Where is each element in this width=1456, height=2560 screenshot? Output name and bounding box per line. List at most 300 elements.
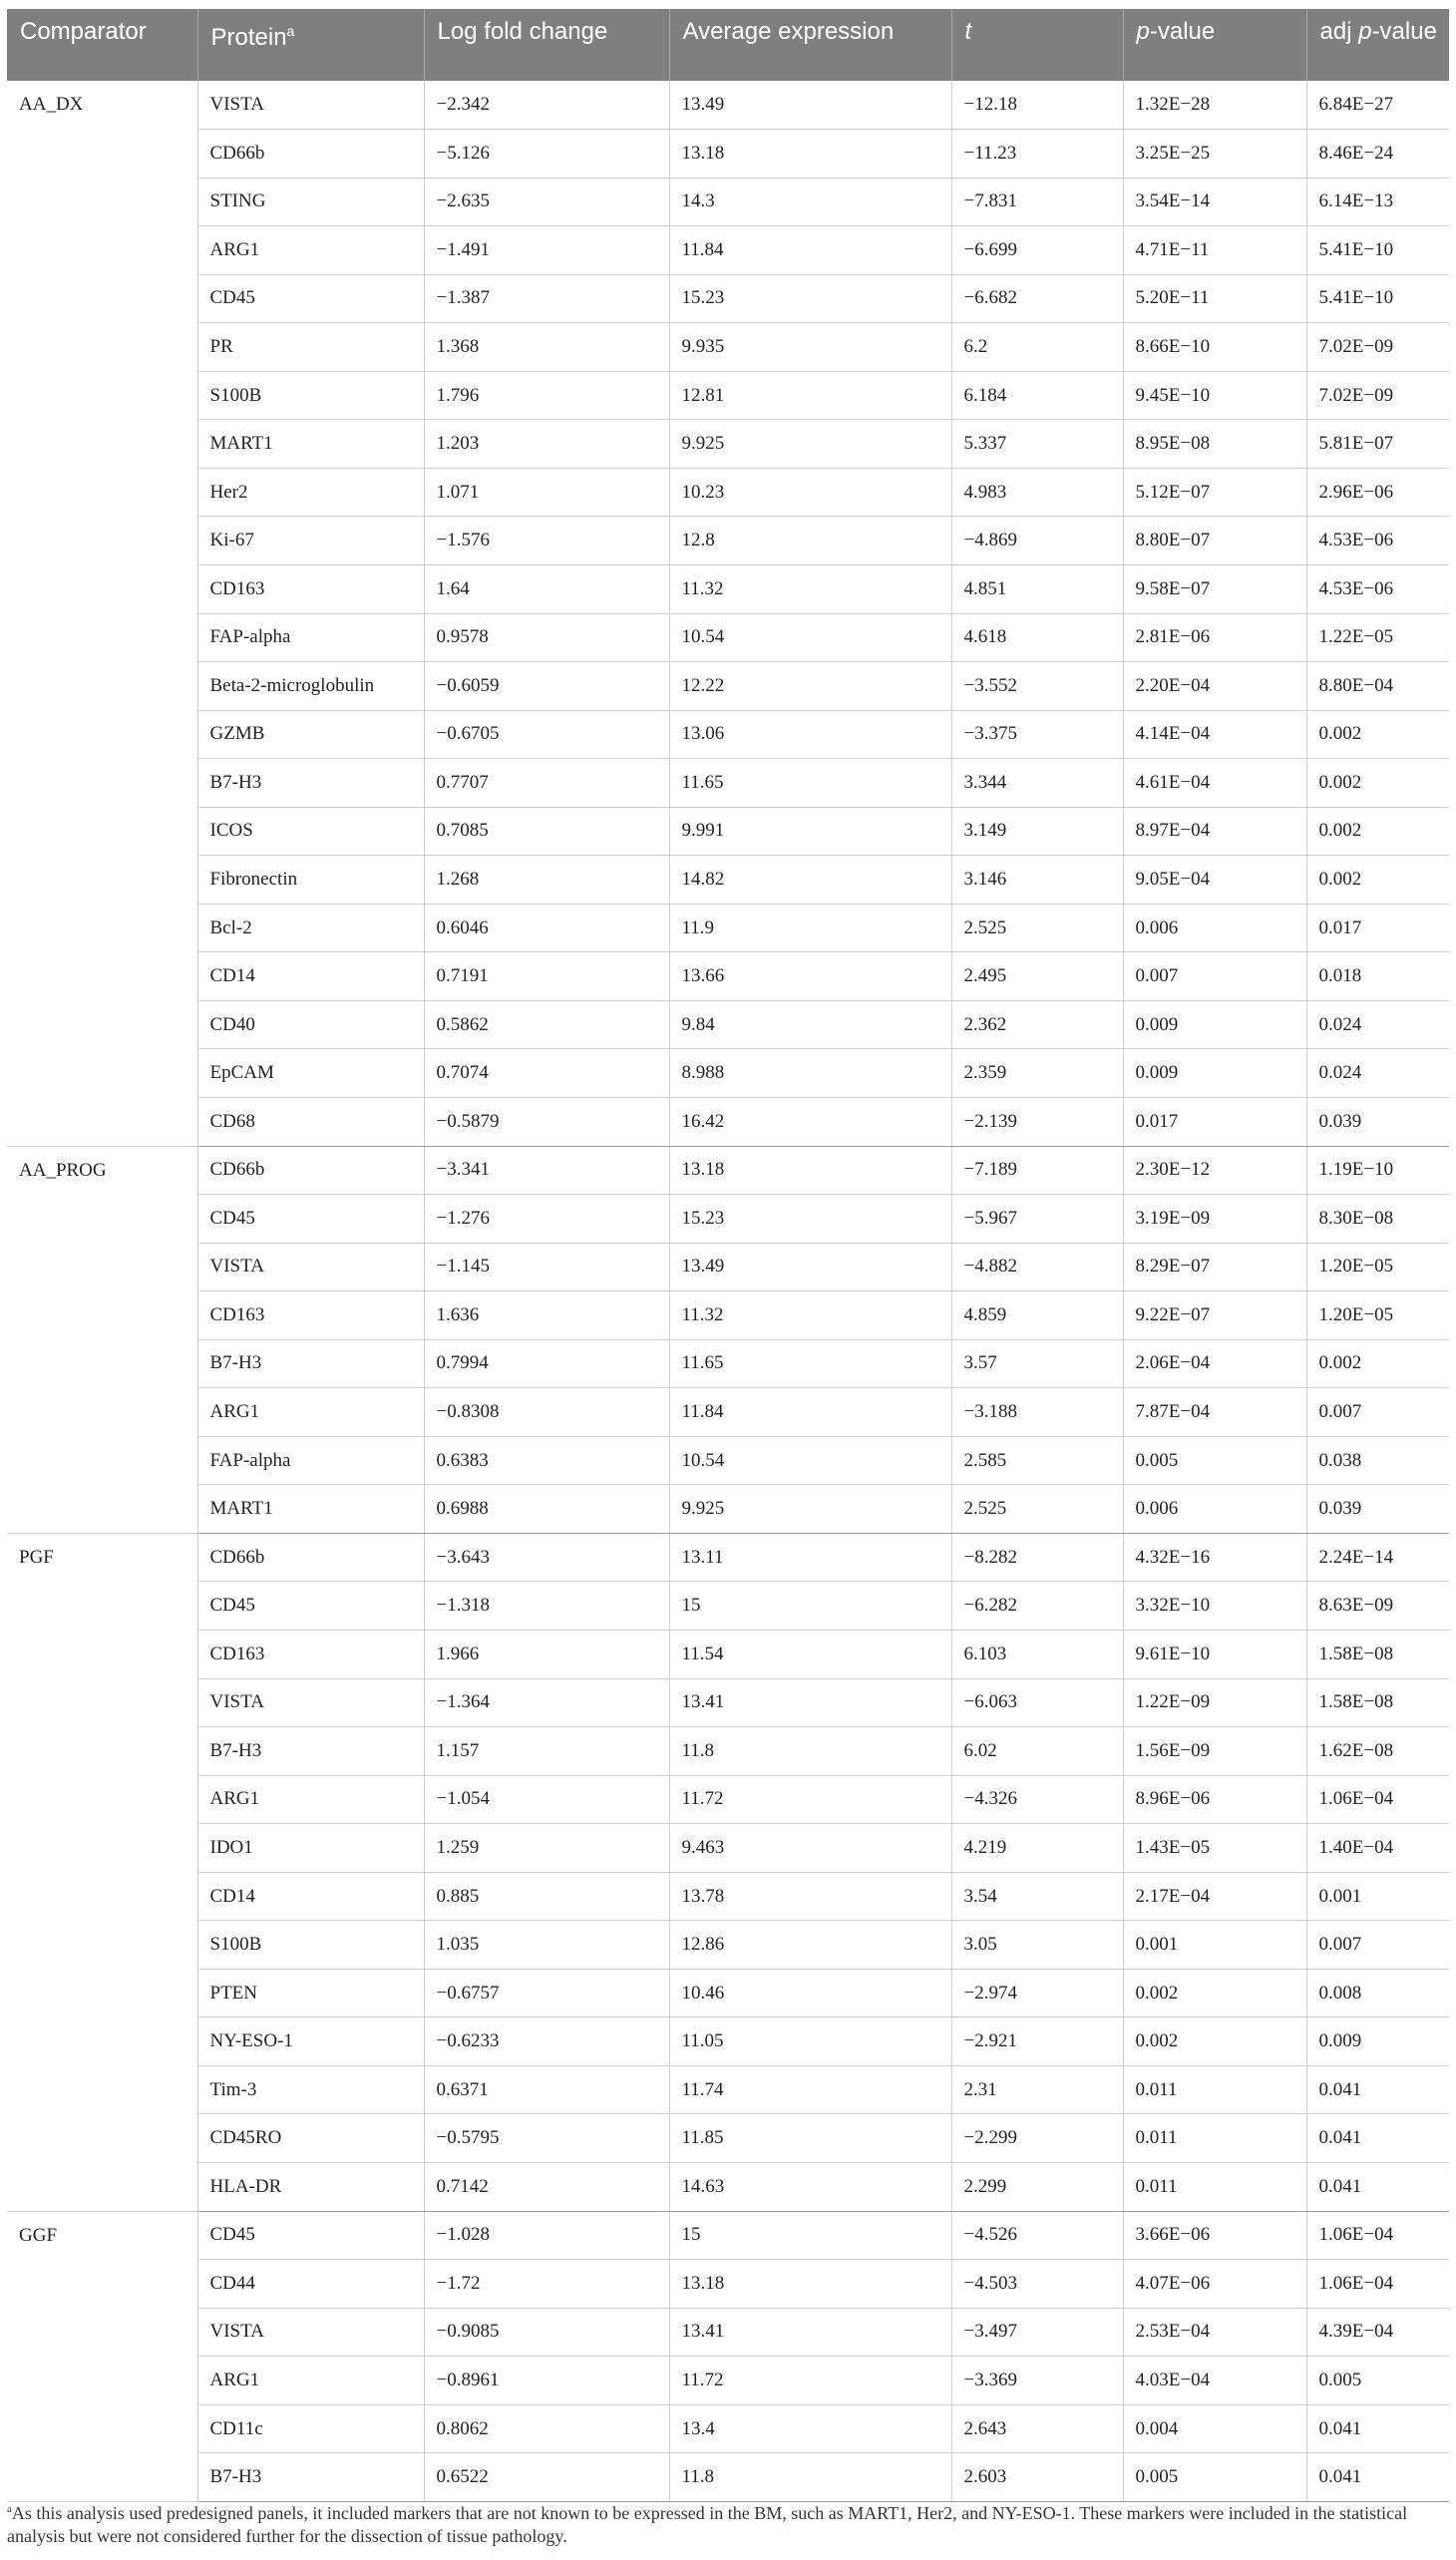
average-expression-cell: 9.84	[669, 1000, 951, 1049]
adj-p-value-cell: 2.96E−06	[1306, 468, 1449, 517]
p-value-cell: 4.71E−11	[1123, 226, 1306, 275]
protein-cell: CD14	[197, 1872, 424, 1921]
average-expression-cell: 11.32	[669, 1291, 951, 1340]
p-value-cell: 0.005	[1123, 1436, 1306, 1485]
t-cell: −4.526	[951, 2211, 1123, 2260]
protein-cell: PR	[197, 323, 424, 372]
average-expression-cell: 13.18	[669, 130, 951, 179]
p-value-cell: 2.20E−04	[1123, 662, 1306, 711]
table-row	[7, 323, 1449, 372]
comparator-cell: AA_PROG	[7, 1146, 197, 1533]
protein-cell: VISTA	[197, 1243, 424, 1291]
log-fold-change-cell: −3.643	[424, 1533, 669, 1582]
protein-cell: STING	[197, 178, 424, 226]
average-expression-cell: 8.988	[669, 1049, 951, 1098]
log-fold-change-cell: −1.145	[424, 1243, 669, 1291]
log-fold-change-cell: −1.318	[424, 1582, 669, 1631]
t-cell: −12.18	[951, 81, 1123, 130]
table-row	[7, 274, 1449, 323]
adj-p-value-cell: 7.02E−09	[1306, 371, 1449, 420]
table-row	[7, 2211, 1449, 2260]
protein-cell: CD11c	[197, 2404, 424, 2453]
protein-cell: VISTA	[197, 2308, 424, 2357]
table-row	[7, 1485, 1449, 1534]
table-row	[7, 1582, 1449, 1631]
t-cell: −7.189	[951, 1146, 1123, 1195]
header-protein: Protein$^a$	[197, 9, 424, 81]
protein-cell: CD163	[197, 1291, 424, 1340]
protein-cell: CD45	[197, 274, 424, 323]
adj-p-value-cell: 0.041	[1306, 2163, 1449, 2212]
adj-p-value-cell: 0.007	[1306, 1921, 1449, 1970]
protein-cell: MART1	[197, 420, 424, 469]
average-expression-cell: 11.54	[669, 1631, 951, 1679]
t-cell: 6.184	[951, 371, 1123, 420]
t-cell: 2.525	[951, 1485, 1123, 1534]
protein-cell: PTEN	[197, 1969, 424, 2017]
protein-cell: Her2	[197, 468, 424, 517]
t-cell: 4.219	[951, 1824, 1123, 1873]
t-cell: −3.552	[951, 662, 1123, 711]
protein-cell: ARG1	[197, 2357, 424, 2405]
log-fold-change-cell: −0.6233	[424, 2017, 669, 2066]
p-value-cell: 1.43E−05	[1123, 1824, 1306, 1873]
table-row	[7, 2404, 1449, 2453]
average-expression-cell: 11.84	[669, 226, 951, 275]
log-fold-change-cell: 0.6988	[424, 1485, 669, 1534]
table-row	[7, 1097, 1449, 1146]
t-cell: −3.375	[951, 710, 1123, 759]
table-footnote	[7, 2498, 1449, 2548]
table-row	[7, 1436, 1449, 1485]
t-cell: 2.603	[951, 2453, 1123, 2502]
t-cell: 4.618	[951, 613, 1123, 662]
p-value-cell: 0.011	[1123, 2114, 1306, 2163]
t-cell: −2.921	[951, 2017, 1123, 2066]
t-cell: 2.299	[951, 2163, 1123, 2212]
average-expression-cell: 12.86	[669, 1921, 951, 1970]
table-row	[7, 371, 1449, 420]
t-cell: 6.2	[951, 323, 1123, 372]
differential-expression-table	[7, 9, 1449, 2502]
adj-p-value-cell: 0.039	[1306, 1485, 1449, 1534]
protein-cell: CD45RO	[197, 2114, 424, 2163]
p-value-cell: 3.32E−10	[1123, 1582, 1306, 1631]
average-expression-cell: 11.32	[669, 564, 951, 613]
average-expression-cell: 10.46	[669, 1969, 951, 2017]
adj-p-value-cell: 1.20E−05	[1306, 1291, 1449, 1340]
protein-cell: EpCAM	[197, 1049, 424, 1098]
comparator-cell: GGF	[7, 2211, 197, 2501]
table-row	[7, 2308, 1449, 2357]
average-expression-cell: 15	[669, 1582, 951, 1631]
t-cell: 5.337	[951, 420, 1123, 469]
protein-cell: NY-ESO-1	[197, 2017, 424, 2066]
comparator-cell: AA_DX	[7, 81, 197, 1146]
log-fold-change-cell: 0.7191	[424, 952, 669, 1001]
log-fold-change-cell: 0.6522	[424, 2453, 669, 2502]
log-fold-change-cell: 0.5862	[424, 1000, 669, 1049]
log-fold-change-cell: 0.7994	[424, 1339, 669, 1388]
p-value-cell: 4.07E−06	[1123, 2260, 1306, 2309]
comparator-cell: PGF	[7, 1533, 197, 2211]
protein-cell: ICOS	[197, 807, 424, 856]
average-expression-cell: 14.63	[669, 2163, 951, 2212]
p-value-cell: 8.80E−07	[1123, 517, 1306, 565]
adj-p-value-cell: 1.22E−05	[1306, 613, 1449, 662]
header-p-value: p-value	[1123, 9, 1306, 81]
protein-cell: CD45	[197, 1195, 424, 1244]
table-row	[7, 1291, 1449, 1340]
adj-p-value-cell: 6.14E−13	[1306, 178, 1449, 226]
p-value-cell: 0.011	[1123, 2163, 1306, 2212]
p-value-cell: 8.97E−04	[1123, 807, 1306, 856]
t-cell: −4.326	[951, 1775, 1123, 1824]
adj-p-value-cell: 1.20E−05	[1306, 1243, 1449, 1291]
average-expression-cell: 15.23	[669, 274, 951, 323]
average-expression-cell: 11.65	[669, 1339, 951, 1388]
table-row	[7, 468, 1449, 517]
table-row	[7, 1388, 1449, 1437]
adj-p-value-cell: 0.041	[1306, 2065, 1449, 2114]
adj-p-value-cell: 1.06E−04	[1306, 1775, 1449, 1824]
average-expression-cell: 9.991	[669, 807, 951, 856]
p-value-cell: 0.002	[1123, 2017, 1306, 2066]
adj-p-value-cell: 0.041	[1306, 2404, 1449, 2453]
table-row	[7, 856, 1449, 905]
table-row	[7, 807, 1449, 856]
t-cell: 2.495	[951, 952, 1123, 1001]
table-row	[7, 2017, 1449, 2066]
log-fold-change-cell: −0.6705	[424, 710, 669, 759]
protein-cell: CD66b	[197, 1146, 424, 1195]
adj-p-value-cell: 0.041	[1306, 2453, 1449, 2502]
log-fold-change-cell: 1.966	[424, 1631, 669, 1679]
average-expression-cell: 11.74	[669, 2065, 951, 2114]
protein-cell: Ki-67	[197, 517, 424, 565]
average-expression-cell: 13.18	[669, 2260, 951, 2309]
average-expression-cell: 12.8	[669, 517, 951, 565]
average-expression-cell: 10.54	[669, 1436, 951, 1485]
adj-p-value-cell: 1.06E−04	[1306, 2211, 1449, 2260]
p-value-cell: 8.29E−07	[1123, 1243, 1306, 1291]
t-cell: −2.974	[951, 1969, 1123, 2017]
p-value-cell: 3.25E−25	[1123, 130, 1306, 179]
p-value-cell: 0.009	[1123, 1000, 1306, 1049]
protein-cell: HLA-DR	[197, 2163, 424, 2212]
table-row	[7, 1775, 1449, 1824]
t-cell: −7.831	[951, 178, 1123, 226]
average-expression-cell: 11.85	[669, 2114, 951, 2163]
p-value-cell: 9.05E−04	[1123, 856, 1306, 905]
adj-p-value-cell: 0.024	[1306, 1049, 1449, 1098]
footnote-text: As this analysis used predesigned panels, it included markers that are not known to be expressed in the BM, such as MART1, Her2, and NY-ESO-1. These markers were included in the statistical analysis but were not considered further for the dissection of tissue pathology.	[7, 2503, 1408, 2546]
average-expression-cell: 11.05	[669, 2017, 951, 2066]
log-fold-change-cell: 0.7074	[424, 1049, 669, 1098]
adj-p-value-cell: 0.002	[1306, 759, 1449, 808]
average-expression-cell: 11.84	[669, 1388, 951, 1437]
adj-p-value-cell: 4.53E−06	[1306, 517, 1449, 565]
protein-cell: MART1	[197, 1485, 424, 1534]
t-cell: 4.859	[951, 1291, 1123, 1340]
adj-p-value-cell: 1.19E−10	[1306, 1146, 1449, 1195]
adj-p-value-cell: 0.007	[1306, 1388, 1449, 1437]
log-fold-change-cell: 1.636	[424, 1291, 669, 1340]
average-expression-cell: 9.925	[669, 1485, 951, 1534]
p-value-cell: 9.22E−07	[1123, 1291, 1306, 1340]
p-value-cell: 1.22E−09	[1123, 1678, 1306, 1727]
protein-cell: B7-H3	[197, 759, 424, 808]
p-value-cell: 8.96E−06	[1123, 1775, 1306, 1824]
adj-p-value-cell: 5.81E−07	[1306, 420, 1449, 469]
adj-p-value-cell: 8.30E−08	[1306, 1195, 1449, 1244]
adj-p-value-cell: 6.84E−27	[1306, 81, 1449, 130]
t-cell: −6.699	[951, 226, 1123, 275]
table-row	[7, 1146, 1449, 1195]
adj-p-value-cell: 7.02E−09	[1306, 323, 1449, 372]
log-fold-change-cell: 0.9578	[424, 613, 669, 662]
p-value-cell: 0.001	[1123, 1921, 1306, 1970]
protein-cell: ARG1	[197, 1775, 424, 1824]
t-cell: −8.282	[951, 1533, 1123, 1582]
average-expression-cell: 13.4	[669, 2404, 951, 2453]
header-average-expression: Average expression	[669, 9, 951, 81]
table-row	[7, 1000, 1449, 1049]
log-fold-change-cell: 1.259	[424, 1824, 669, 1873]
p-value-cell: 4.03E−04	[1123, 2357, 1306, 2405]
log-fold-change-cell: −1.276	[424, 1195, 669, 1244]
p-value-cell: 2.53E−04	[1123, 2308, 1306, 2357]
log-fold-change-cell: 0.7085	[424, 807, 669, 856]
log-fold-change-cell: 1.157	[424, 1727, 669, 1776]
t-cell: −4.869	[951, 517, 1123, 565]
log-fold-change-cell: −1.387	[424, 274, 669, 323]
protein-cell: CD68	[197, 1097, 424, 1146]
log-fold-change-cell: −0.5795	[424, 2114, 669, 2163]
average-expression-cell: 9.935	[669, 323, 951, 372]
t-cell: −11.23	[951, 130, 1123, 179]
p-value-cell: 1.32E−28	[1123, 81, 1306, 130]
p-value-cell: 4.61E−04	[1123, 759, 1306, 808]
table-row	[7, 759, 1449, 808]
table-row	[7, 2453, 1449, 2502]
t-cell: 2.359	[951, 1049, 1123, 1098]
table-row	[7, 81, 1449, 130]
adj-p-value-cell: 0.038	[1306, 1436, 1449, 1485]
t-cell: −5.967	[951, 1195, 1123, 1244]
header-comparator: Comparator	[7, 9, 197, 81]
log-fold-change-cell: 0.885	[424, 1872, 669, 1921]
adj-p-value-cell: 4.39E−04	[1306, 2308, 1449, 2357]
log-fold-change-cell: 0.6383	[424, 1436, 669, 1485]
average-expression-cell: 13.66	[669, 952, 951, 1001]
p-value-cell: 8.95E−08	[1123, 420, 1306, 469]
p-value-cell: 9.61E−10	[1123, 1631, 1306, 1679]
average-expression-cell: 14.82	[669, 856, 951, 905]
table-row	[7, 1921, 1449, 1970]
log-fold-change-cell: −2.342	[424, 81, 669, 130]
adj-p-value-cell: 1.62E−08	[1306, 1727, 1449, 1776]
p-value-cell: 3.66E−06	[1123, 2211, 1306, 2260]
adj-p-value-cell: 0.009	[1306, 2017, 1449, 2066]
log-fold-change-cell: −1.72	[424, 2260, 669, 2309]
p-value-cell: 5.20E−11	[1123, 274, 1306, 323]
protein-cell: CD40	[197, 1000, 424, 1049]
average-expression-cell: 15	[669, 2211, 951, 2260]
log-fold-change-cell: −0.6059	[424, 662, 669, 711]
protein-cell: B7-H3	[197, 1727, 424, 1776]
average-expression-cell: 13.78	[669, 1872, 951, 1921]
log-fold-change-cell: 0.6371	[424, 2065, 669, 2114]
p-value-cell: 0.006	[1123, 1485, 1306, 1534]
log-fold-change-cell: −2.635	[424, 178, 669, 226]
header-t: t	[951, 9, 1123, 81]
footnote-marker: a	[7, 2503, 12, 2515]
log-fold-change-cell: −1.491	[424, 226, 669, 275]
protein-cell: GZMB	[197, 710, 424, 759]
adj-p-value-cell: 0.018	[1306, 952, 1449, 1001]
protein-cell: CD163	[197, 1631, 424, 1679]
log-fold-change-cell: −1.364	[424, 1678, 669, 1727]
protein-cell: CD66b	[197, 130, 424, 179]
log-fold-change-cell: −3.341	[424, 1146, 669, 1195]
table-row	[7, 1631, 1449, 1679]
protein-cell: VISTA	[197, 81, 424, 130]
log-fold-change-cell: −0.6757	[424, 1969, 669, 2017]
average-expression-cell: 15.23	[669, 1195, 951, 1244]
header-log-fold-change: Log fold change	[424, 9, 669, 81]
adj-p-value-cell: 5.41E−10	[1306, 226, 1449, 275]
t-cell: −4.882	[951, 1243, 1123, 1291]
p-value-cell: 0.006	[1123, 904, 1306, 952]
adj-p-value-cell: 0.002	[1306, 1339, 1449, 1388]
table-row	[7, 662, 1449, 711]
header-adj-p-value: adj p-value	[1306, 9, 1449, 81]
average-expression-cell: 13.18	[669, 1146, 951, 1195]
adj-p-value-cell: 0.002	[1306, 856, 1449, 905]
protein-cell: ARG1	[197, 226, 424, 275]
p-value-cell: 5.12E−07	[1123, 468, 1306, 517]
p-value-cell: 4.32E−16	[1123, 1533, 1306, 1582]
t-cell: −6.063	[951, 1678, 1123, 1727]
p-value-cell: 0.005	[1123, 2453, 1306, 2502]
table-row	[7, 710, 1449, 759]
p-value-cell: 9.45E−10	[1123, 371, 1306, 420]
p-value-cell: 8.66E−10	[1123, 323, 1306, 372]
protein-cell: S100B	[197, 371, 424, 420]
t-cell: −6.682	[951, 274, 1123, 323]
t-cell: −3.188	[951, 1388, 1123, 1437]
average-expression-cell: 11.9	[669, 904, 951, 952]
table-row	[7, 130, 1449, 179]
adj-p-value-cell: 1.06E−04	[1306, 2260, 1449, 2309]
adj-p-value-cell: 0.039	[1306, 1097, 1449, 1146]
t-cell: 3.149	[951, 807, 1123, 856]
protein-cell: CD45	[197, 2211, 424, 2260]
table-row	[7, 952, 1449, 1001]
p-value-cell: 2.30E−12	[1123, 1146, 1306, 1195]
adj-p-value-cell: 0.008	[1306, 1969, 1449, 2017]
t-cell: −2.299	[951, 2114, 1123, 2163]
t-cell: 3.344	[951, 759, 1123, 808]
p-value-cell: 3.19E−09	[1123, 1195, 1306, 1244]
average-expression-cell: 11.72	[669, 1775, 951, 1824]
protein-cell: CD14	[197, 952, 424, 1001]
table-row	[7, 1049, 1449, 1098]
table-row	[7, 420, 1449, 469]
protein-cell: FAP-alpha	[197, 1436, 424, 1485]
table-row	[7, 564, 1449, 613]
protein-cell: Fibronectin	[197, 856, 424, 905]
table-row	[7, 1872, 1449, 1921]
adj-p-value-cell: 8.46E−24	[1306, 130, 1449, 179]
log-fold-change-cell: −1.576	[424, 517, 669, 565]
p-value-cell: 7.87E−04	[1123, 1388, 1306, 1437]
table-row	[7, 1969, 1449, 2017]
table-row	[7, 1195, 1449, 1244]
t-cell: −3.369	[951, 2357, 1123, 2405]
table-row	[7, 2163, 1449, 2212]
p-value-cell: 2.81E−06	[1123, 613, 1306, 662]
table-header-row	[7, 9, 1449, 81]
adj-p-value-cell: 1.58E−08	[1306, 1631, 1449, 1679]
p-value-cell: 0.011	[1123, 2065, 1306, 2114]
log-fold-change-cell: −0.8308	[424, 1388, 669, 1437]
p-value-cell: 0.004	[1123, 2404, 1306, 2453]
table-row	[7, 904, 1449, 952]
t-cell: 4.851	[951, 564, 1123, 613]
protein-cell: ARG1	[197, 1388, 424, 1437]
table-row	[7, 1243, 1449, 1291]
protein-cell: B7-H3	[197, 2453, 424, 2502]
average-expression-cell: 11.72	[669, 2357, 951, 2405]
adj-p-value-cell: 0.041	[1306, 2114, 1449, 2163]
protein-cell: CD45	[197, 1582, 424, 1631]
log-fold-change-cell: 1.268	[424, 856, 669, 905]
adj-p-value-cell: 0.017	[1306, 904, 1449, 952]
table-body	[7, 81, 1449, 2501]
p-value-cell: 0.007	[1123, 952, 1306, 1001]
average-expression-cell: 13.49	[669, 1243, 951, 1291]
table-row	[7, 1727, 1449, 1776]
log-fold-change-cell: −5.126	[424, 130, 669, 179]
t-cell: 2.362	[951, 1000, 1123, 1049]
protein-cell: IDO1	[197, 1824, 424, 1873]
table-row	[7, 2260, 1449, 2309]
table-row	[7, 1678, 1449, 1727]
average-expression-cell: 13.41	[669, 1678, 951, 1727]
log-fold-change-cell: 0.6046	[424, 904, 669, 952]
average-expression-cell: 11.8	[669, 1727, 951, 1776]
p-value-cell: 0.009	[1123, 1049, 1306, 1098]
protein-cell: Tim-3	[197, 2065, 424, 2114]
t-cell: 3.05	[951, 1921, 1123, 1970]
t-cell: −4.503	[951, 2260, 1123, 2309]
average-expression-cell: 13.06	[669, 710, 951, 759]
p-value-cell: 0.002	[1123, 1969, 1306, 2017]
t-cell: 4.983	[951, 468, 1123, 517]
average-expression-cell: 13.11	[669, 1533, 951, 1582]
adj-p-value-cell: 0.002	[1306, 710, 1449, 759]
adj-p-value-cell: 0.001	[1306, 1872, 1449, 1921]
table-row	[7, 1824, 1449, 1873]
p-value-cell: 1.56E−09	[1123, 1727, 1306, 1776]
average-expression-cell: 12.22	[669, 662, 951, 711]
table-row	[7, 613, 1449, 662]
log-fold-change-cell: 0.8062	[424, 2404, 669, 2453]
t-cell: 3.54	[951, 1872, 1123, 1921]
adj-p-value-cell: 1.58E−08	[1306, 1678, 1449, 1727]
